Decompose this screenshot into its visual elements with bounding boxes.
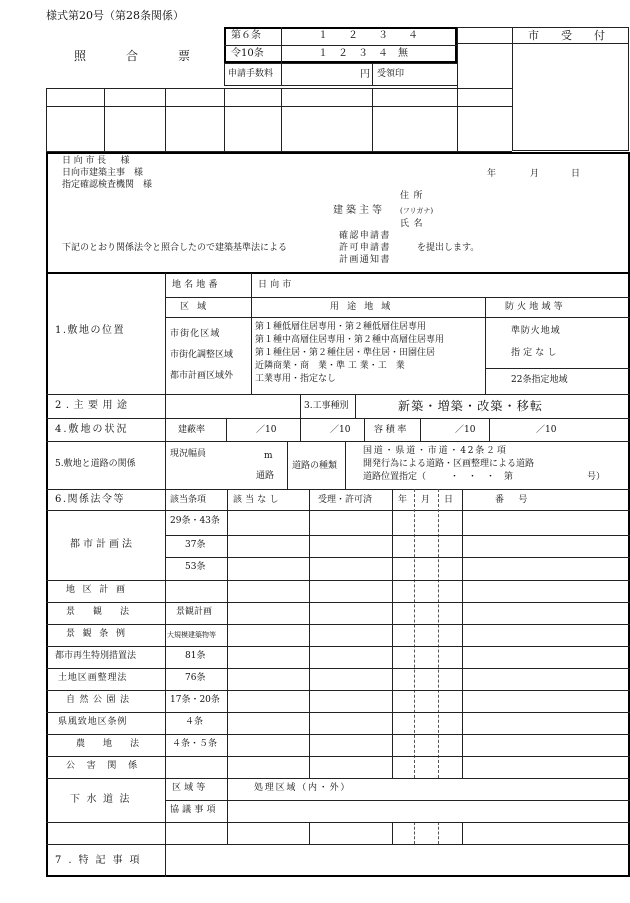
law-natural-park: 自然公園法 [66,695,134,705]
law6-values[interactable]: １ ２ ３ ４ [318,30,418,41]
law-land-readjustment-article[interactable]: 76条 [185,673,206,683]
rei10-values[interactable]: １ ２ ３ ４ 無 [318,48,408,59]
zone-urbanization-control[interactable]: 市街化調整区域 [170,350,234,360]
use-zone-header: 用途地域 [330,302,399,312]
zone-urbanization[interactable]: 市街化区域 [170,329,221,339]
form-title-char-3: 票 [178,49,191,63]
road-width-label: 現況幅員 [170,449,207,459]
form-title-char-2: 合 [126,49,139,63]
owner-label: 建築主等 [333,205,385,216]
form-number: 様式第20号（第28条関係） [46,9,184,22]
col-permit: 受理・許可済 [318,495,373,505]
road-type-row-1[interactable]: 国道・県道・市道・42条２項 [363,446,508,456]
receipt-stamp-label: 受領印 [377,69,405,79]
doc-permit: 許可申請書 [339,243,391,253]
to-mayor: 日向市長 様 [62,156,133,166]
law-landscape-ordinance-article[interactable]: 大規模建築物等 [167,631,216,639]
law-land-readjustment: 土地区画整理法 [58,673,128,683]
city-planning-article-3[interactable]: 53条 [185,562,206,572]
work-type-values[interactable]: 新築・増築・改築・移転 [398,399,544,413]
date-day: 日 [571,169,581,179]
road-type-row-3-mid[interactable]: ・ ・ ・ 第 [450,472,514,482]
sewer-law-label: 下水道法 [70,794,136,805]
fire-zone-header: 防火地域等 [505,302,566,312]
road-type-label: 道路の種類 [292,461,338,471]
fire-zone-semi[interactable]: 準防火地域 [511,326,561,336]
use-zone-row-4[interactable]: 近隣商業・商 業・準 工 業・工 業 [255,361,405,371]
zone-outside-planning[interactable]: 都市計画区域外 [170,371,234,381]
notes-label: 7.特記事項 [55,855,147,866]
city-planning-article-1[interactable]: 29条・43条 [170,516,220,526]
lot-address-value[interactable]: 日向市 [258,280,295,290]
main-use-label: 2.主要用途 [55,400,132,411]
date-month: 月 [530,169,540,179]
col-day: 日 [444,495,454,505]
rei10-label: 令10条 [231,48,264,59]
city-planning-law-label: 都市計画法 [70,539,135,550]
lot-address-label: 地名地番 [172,280,221,290]
city-receipt-label: 市 受 付 [528,29,611,42]
law-urban-renaissance: 都市再生特別措置法 [55,651,137,661]
road-type-row-3-label[interactable]: 道路位置指定（ [363,472,427,482]
form-title-char-1: 照 [74,49,87,63]
fire-zone-22[interactable]: 22条指定地域 [511,375,568,385]
sewer-consult-label: 協議事項 [170,805,219,815]
use-zone-row-5[interactable]: 工業専用・指定なし [255,374,337,384]
far-ratio-2[interactable]: ／10 [536,425,557,435]
site-location-label: 1.敷地の位置 [55,325,126,336]
law6-label: 第６条 [231,30,261,41]
name-label: 氏名 [400,219,428,229]
road-frontage-label: 通路 [256,471,275,481]
doc-plan-notice: 計画通知書 [339,255,391,265]
law-scenic-district-article[interactable]: ４条 [185,717,204,727]
declaration-text: 下記のとおり関係法令と照合したので建築基準法による [62,243,288,253]
sewer-area-label: 区域等 [172,783,209,793]
law-landscape: 景観法 [66,607,148,617]
submit-text: を提出します。 [417,243,480,253]
date-year: 年 [487,169,497,179]
col-applicable: 該当なし [233,495,282,505]
zone-header: 区域 [180,302,215,312]
col-article: 該当条項 [170,495,207,505]
fee-label: 申請手数料 [228,69,274,79]
sewer-area-value[interactable]: 処理区域（内・外） [254,783,352,793]
fire-zone-none[interactable]: 指定なし [511,348,560,358]
far-label: 容積率 [374,425,410,435]
related-laws-label: 6.関係法令等 [55,494,126,505]
use-zone-row-2[interactable]: 第１種中高層住居専用・第２種中高層住居専用 [255,335,445,345]
road-type-row-3-end[interactable]: 号） [587,472,606,482]
col-number: 番号 [495,495,542,505]
law-landscape-ordinance: 景観条例 [66,629,133,639]
coverage-label: 建蔽率 [178,425,206,435]
doc-confirmation: 確認申請書 [339,231,391,241]
law-farmland-article[interactable]: ４条・５条 [172,739,218,749]
furigana-label: (フリガナ) [400,207,434,215]
law-urban-renaissance-article[interactable]: 81条 [185,651,206,661]
site-condition-label: 4.敷地の状況 [55,424,129,435]
law-district-plan: 地区計画 [66,585,133,595]
far-ratio-1[interactable]: ／10 [455,425,476,435]
law-farmland: 農地法 [76,739,158,749]
law-pollution: 公害関係 [66,761,149,771]
law-scenic-district: 県風致地区条例 [58,717,128,727]
col-year: 年 [398,495,408,505]
use-zone-row-3[interactable]: 第１種住居・第２種住居・準住居・田園住居 [255,348,436,358]
address-label: 住所 [400,191,428,201]
use-zone-row-1[interactable]: 第１種低層住居専用・第２種低層住居専用 [255,322,427,332]
to-building-official: 日向市建築主事 様 [62,168,144,178]
col-month: 月 [421,495,431,505]
coverage-ratio-2[interactable]: ／10 [330,425,351,435]
law-natural-park-article[interactable]: 17条・20条 [170,695,220,705]
law-landscape-article[interactable]: 景観計画 [176,607,213,617]
road-relation-label: 5.敷地と道路の関係 [55,459,136,469]
road-type-row-2[interactable]: 開発行為による道路・区画整理による道路 [363,459,535,469]
coverage-ratio-1[interactable]: ／10 [256,425,277,435]
fee-unit: 円 [360,69,370,80]
city-receipt-box[interactable] [512,27,629,151]
road-width-unit: m [264,451,273,461]
work-type-label: 3.工事種別 [304,401,349,411]
city-planning-article-2[interactable]: 37条 [185,540,206,550]
to-inspection-agency: 指定確認検査機関 様 [62,180,153,190]
